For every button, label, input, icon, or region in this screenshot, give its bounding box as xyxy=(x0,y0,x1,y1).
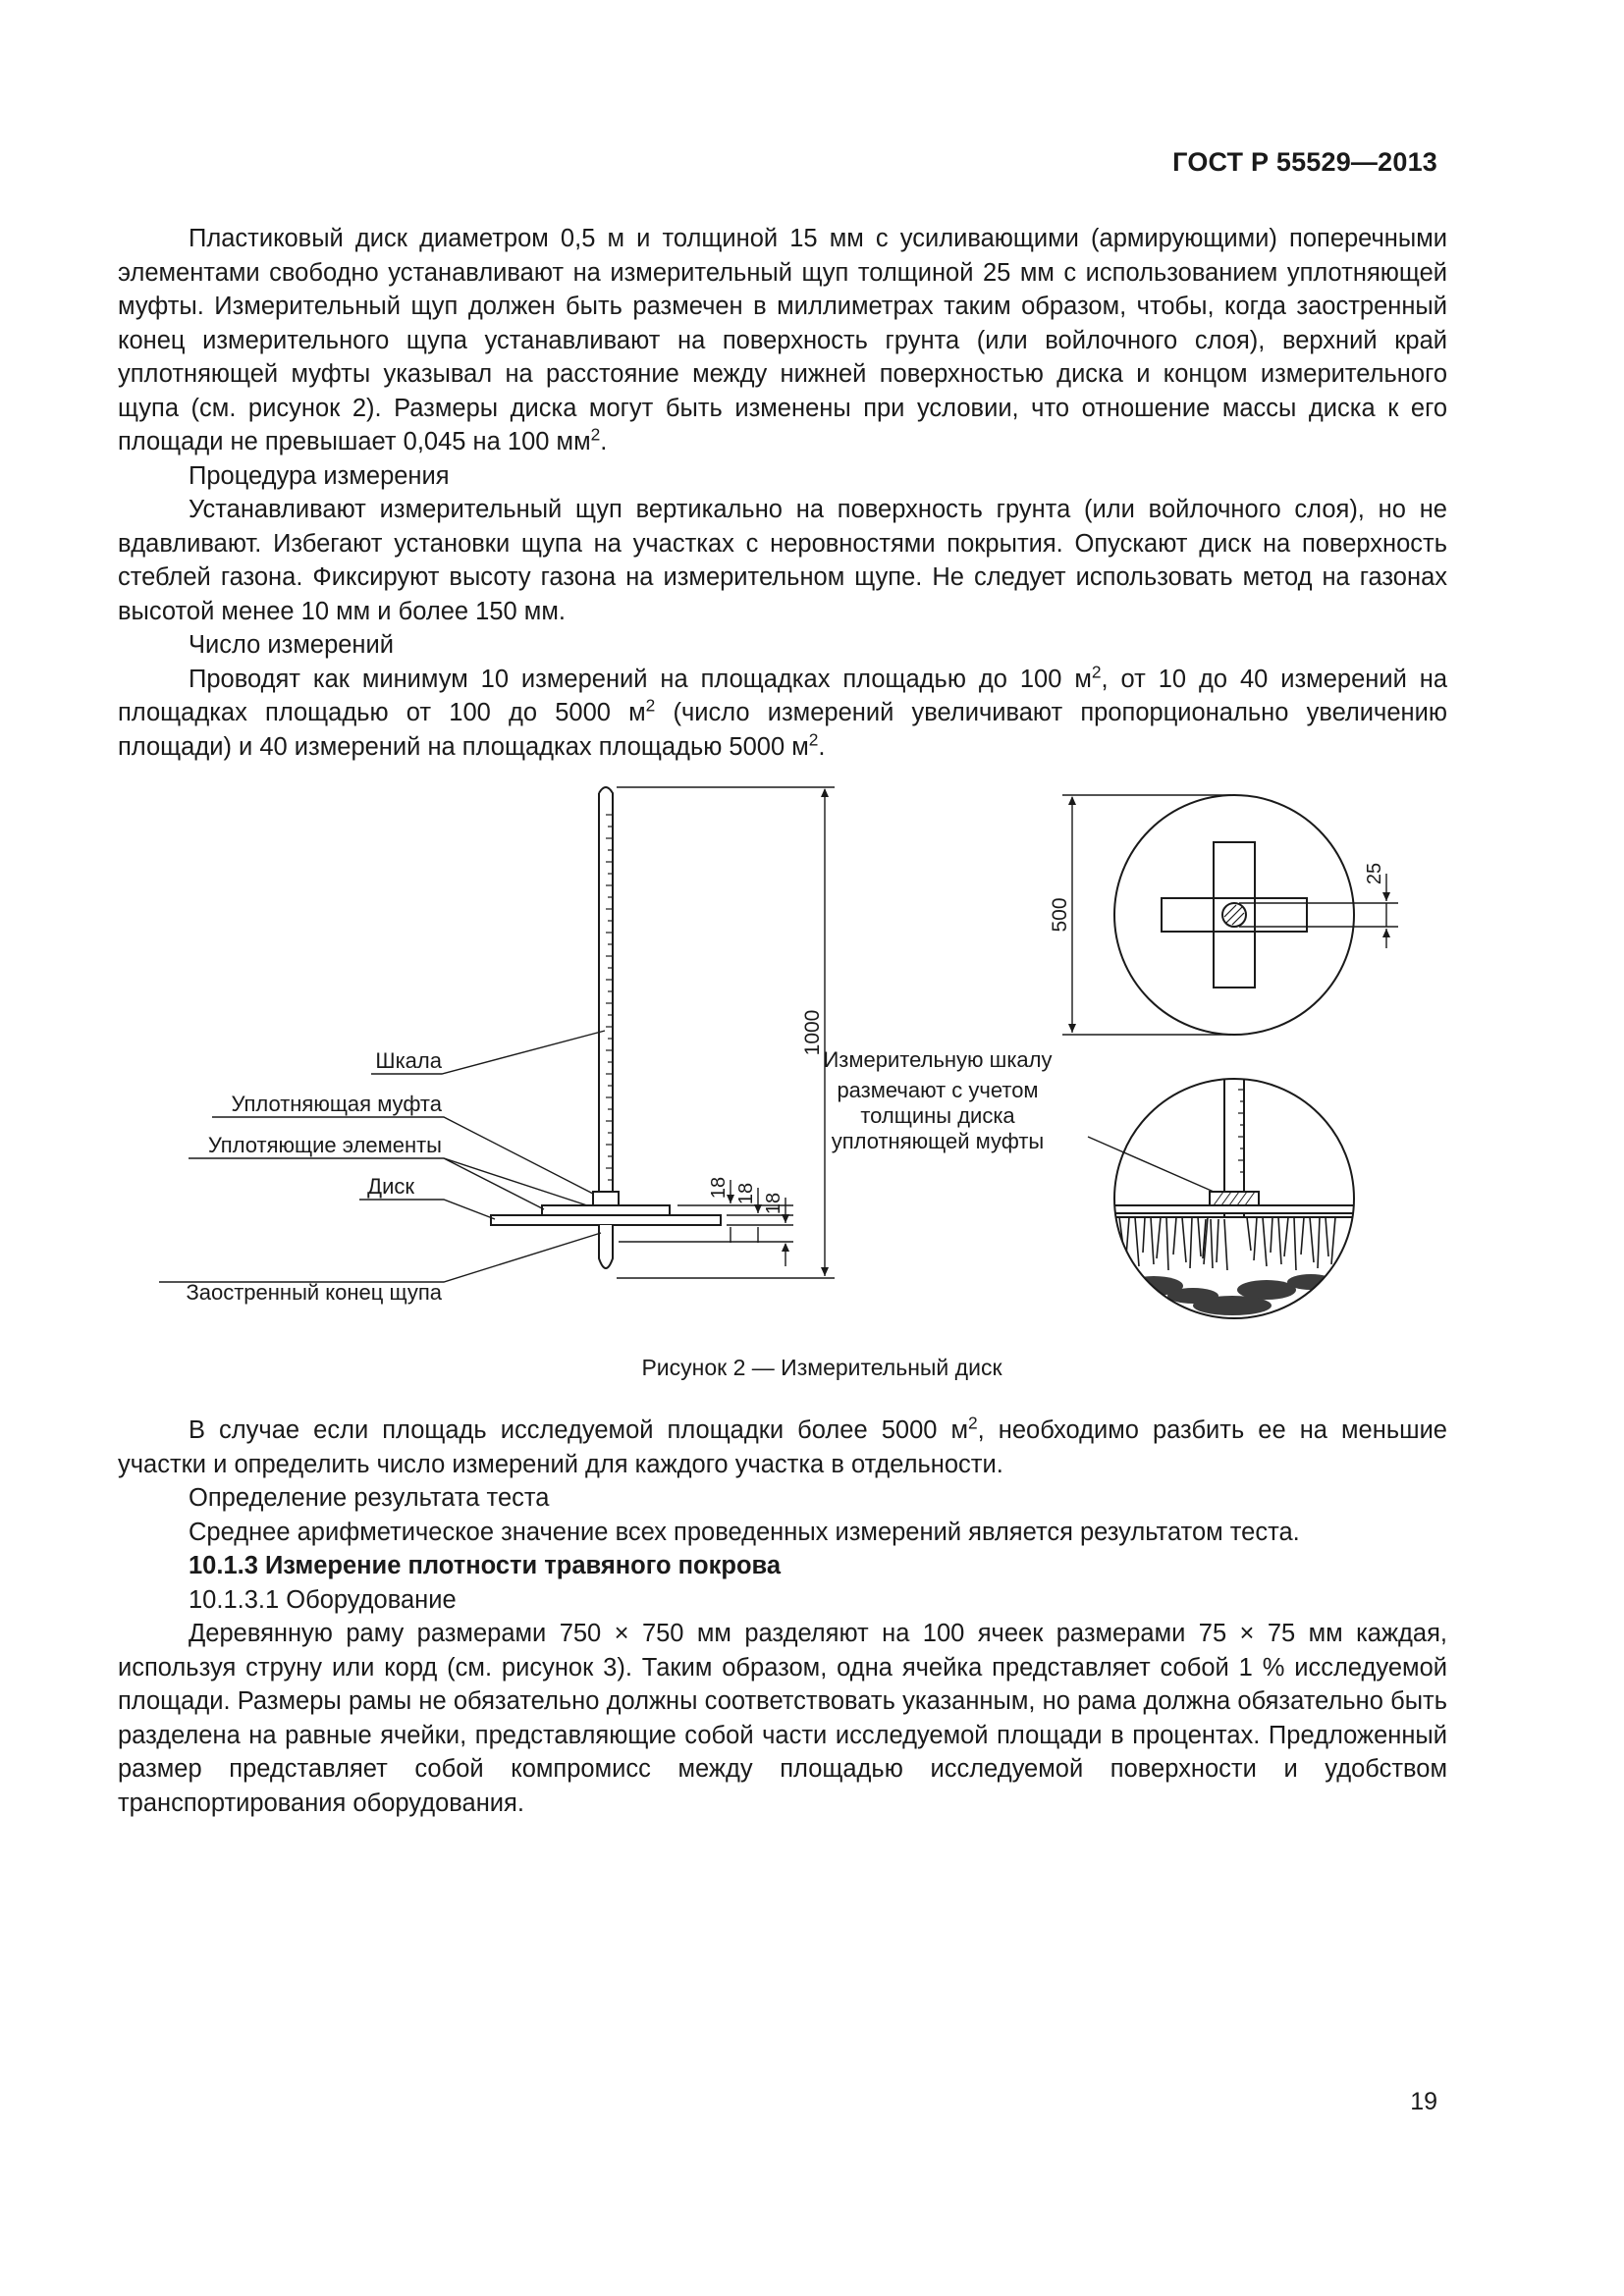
figure-caption: Рисунок 2 — Измерительный диск xyxy=(641,1355,1002,1380)
dimension-probe-length: 1000 xyxy=(801,1009,824,1056)
page-number: 19 xyxy=(1410,2088,1437,2115)
note-line-4: уплотняющей муфты xyxy=(831,1129,1045,1153)
paragraph-result: Среднее арифметическое значение всех проведенных измерений является результатом теста. xyxy=(189,1518,1300,1546)
dimension-offset-b: 18 xyxy=(735,1182,757,1205)
figure-measuring-disc xyxy=(0,775,1624,1364)
body-text-bottom xyxy=(118,1414,1447,1820)
paragraph-number-of-measurements: Проводят как минимум 10 измерений на площадках площадью до 100 $м^2$, от 10 до 40 измерений на площадках площадью от 100 до 5000 $м^2$ (число измерений увеличивают пропорционально увеличению площади) и 40 измерений на площадках площадью 5000 $м^2$. xyxy=(118,661,1448,761)
note-line-2: размечают с учетом xyxy=(837,1078,1039,1102)
subheading-number-of-measurements: Число измерений xyxy=(189,631,395,659)
paragraph-large-area: В случае если площадь исследуемой площадки более 5000 $м^2$, необходимо разбить ее на меньшие участки и определить число измерений для каждого участка в отдельности. xyxy=(118,1413,1447,1478)
body-text-top xyxy=(118,222,1447,764)
disc-plan-view xyxy=(1114,795,1354,1035)
label-disc: Диск xyxy=(367,1174,414,1199)
detail-view xyxy=(1088,1070,1365,1335)
label-scale: Шкала xyxy=(375,1048,442,1073)
paragraph-frame-equipment: Деревянную раму размерами 750 × 750 мм разделяют на 100 ячеек размерами 75 × 75 мм каждая, используя струну или корд (см. рисунок 3). Таким образом, одна ячейка представляет собой 1 % исследуемой площади. Размеры рамы не обязательно должны соответствовать указанным, но рама должна обязательно быть разделена на равные ячейки, представляющие собой части исследуемой площади в процентах. Предложенный размер представляет собой компромисс между площадью исследуемой поверхности и удобством транспортирования оборудования. xyxy=(118,1620,1447,1817)
probe-drawing xyxy=(491,787,721,1268)
dimension-disc-diameter: 500 xyxy=(1049,897,1071,933)
figure-drawing xyxy=(0,775,1624,1364)
paragraph-procedure: Устанавливают измерительный щуп вертикально на поверхность грунта (или войлочного слоя), но не вдавливают. Избегают установки щупа на участках с неровностями покрытия. Опускают диск на поверхность стеблей газона. Фиксируют высоту газона на измерительном щупе. Не следует использовать метод на газонах высотой менее 10 мм и более 150 мм. xyxy=(118,496,1447,625)
paragraph-disc-description: Пластиковый диск диаметром 0,5 м и толщиной 15 мм с усиливающими (армирующими) поперечными элементами свободно устанавливают на измерительный щуп толщиной 25 мм с использованием уплотняющей муфты. Измерительный щуп должен быть размечен в миллиметрах таким образом, чтобы, когда заостренный конец измерительного щупа устанавливают на поверхность грунта (или войлочного слоя), верхний край уплотняющей муфты указывал на расстояние между нижней поверхностью диска и концом измерительного щупа (см. рисунок 2). Размеры диска могут быть изменены при условии, что отношение массы диска к его площади не превышает 0,045 на 100 $мм^2$. xyxy=(118,225,1447,455)
dimension-offset-a: 18 xyxy=(708,1176,730,1200)
subheading-result: Определение результата теста xyxy=(189,1484,550,1512)
subsection-heading-10-1-3-1: 10.1.3.1 Оборудование xyxy=(189,1585,457,1614)
dimension-offset-c: 18 xyxy=(763,1192,785,1215)
dimension-probe-thickness: 25 xyxy=(1364,862,1385,885)
label-sealing-elements: Уплотяющие элементы xyxy=(207,1133,442,1157)
note-line-1: Измерительную шкалу xyxy=(823,1047,1053,1072)
document-header: ГОСТ Р 55529—2013 xyxy=(1172,147,1437,177)
section-heading-10-1-3: 10.1.3 Измерение плотности травяного покрова xyxy=(189,1552,782,1579)
note-line-3: толщины диска xyxy=(860,1103,1015,1128)
label-sealing-sleeve: Уплотняющая муфта xyxy=(231,1092,442,1116)
label-sharp-end: Заостренный конец щупа xyxy=(186,1280,442,1305)
subheading-procedure: Процедура измерения xyxy=(189,461,450,490)
